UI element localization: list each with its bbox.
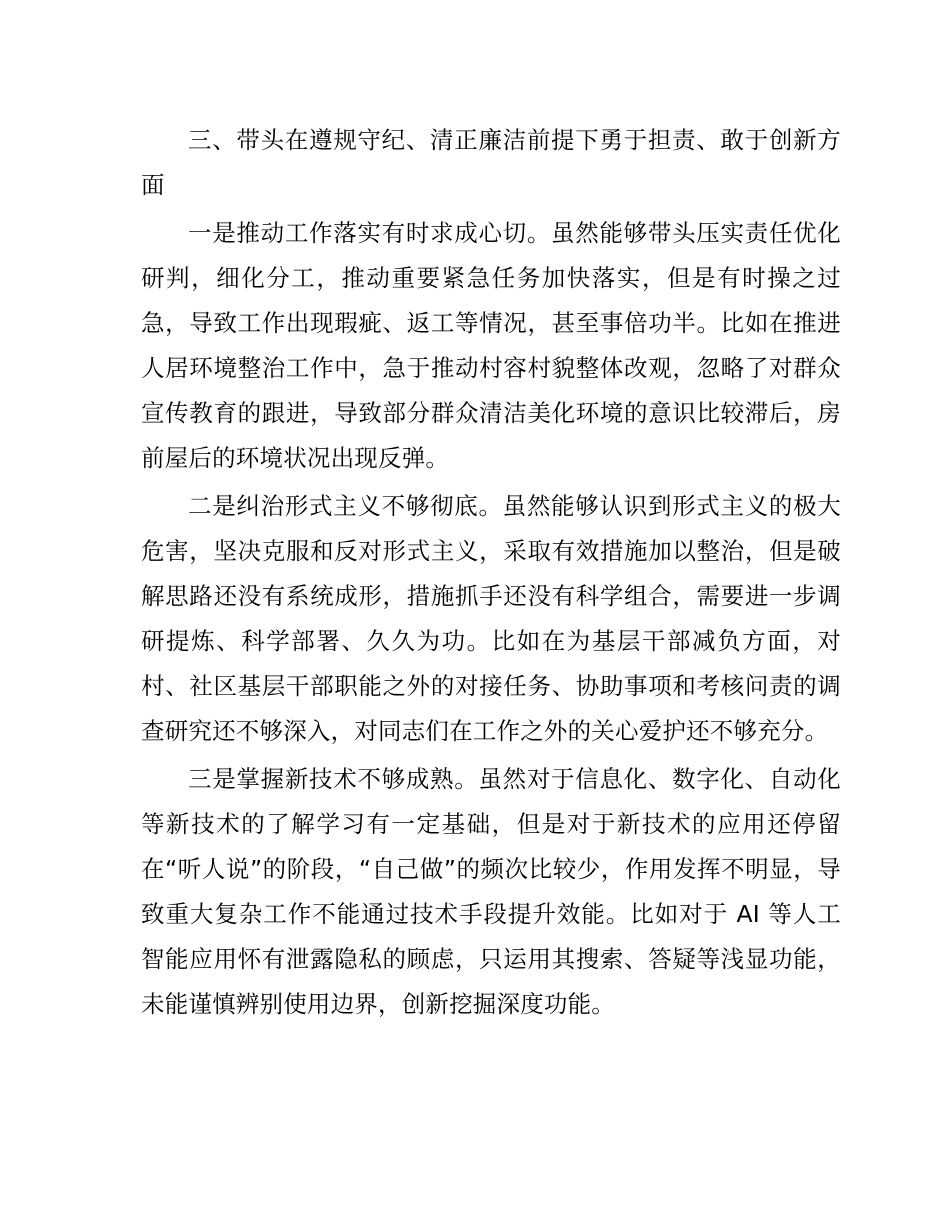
section-heading: 三、带头在遵规守纪、清正廉洁前提下勇于担责、敢于创新方面 — [141, 126, 841, 199]
paragraph-2: 二是纠治形式主义不够彻底。虽然能够认识到形式主义的极大危害，坚决克服和反对形式主义，采取有效措施加以整治，但是破解思路还没有系统成形，措施抓手还没有科学组合，需要进一步调研提炼、科学部署、久久为功。比如在为基层干部减负方面，对村、社区基层干部职能之外的对接任务、协助事项和考核问责的调查研究还不够深入，对同志们在工作之外的关心爱护还不够充分。 — [141, 492, 841, 745]
paragraph-1: 一是推动工作落实有时求成心切。虽然能够带头压实责任优化研判，细化分工，推动重要紧急任务加快落实，但是有时操之过急，导致工作出现瑕疵、返工等情况，甚至事倍功半。比如在推进人居环境整治工作中，急于推动村容村貌整体改观，忽略了对群众宣传教育的跟进，导致部分群众清洁美化环境的意识比较滞后，房前屋后的环境状况出现反弹。 — [141, 219, 841, 472]
document-page — [141, 118, 841, 1030]
paragraph-3: 三是掌握新技术不够成熟。虽然对于信息化、数字化、自动化等新技术的了解学习有一定基础，但是对于新技术的应用还停留在“听人说”的阶段，“自己做”的频次比较少，作用发挥不明显，导致重大复杂工作不能通过技术手段提升效能。比如对于 AI 等人工智能应用怀有泄露隐私的顾虑，只运用其搜索、答疑等浅显功能，未能谨慎辨别使用边界，创新挖掘深度功能。 — [141, 765, 841, 1018]
